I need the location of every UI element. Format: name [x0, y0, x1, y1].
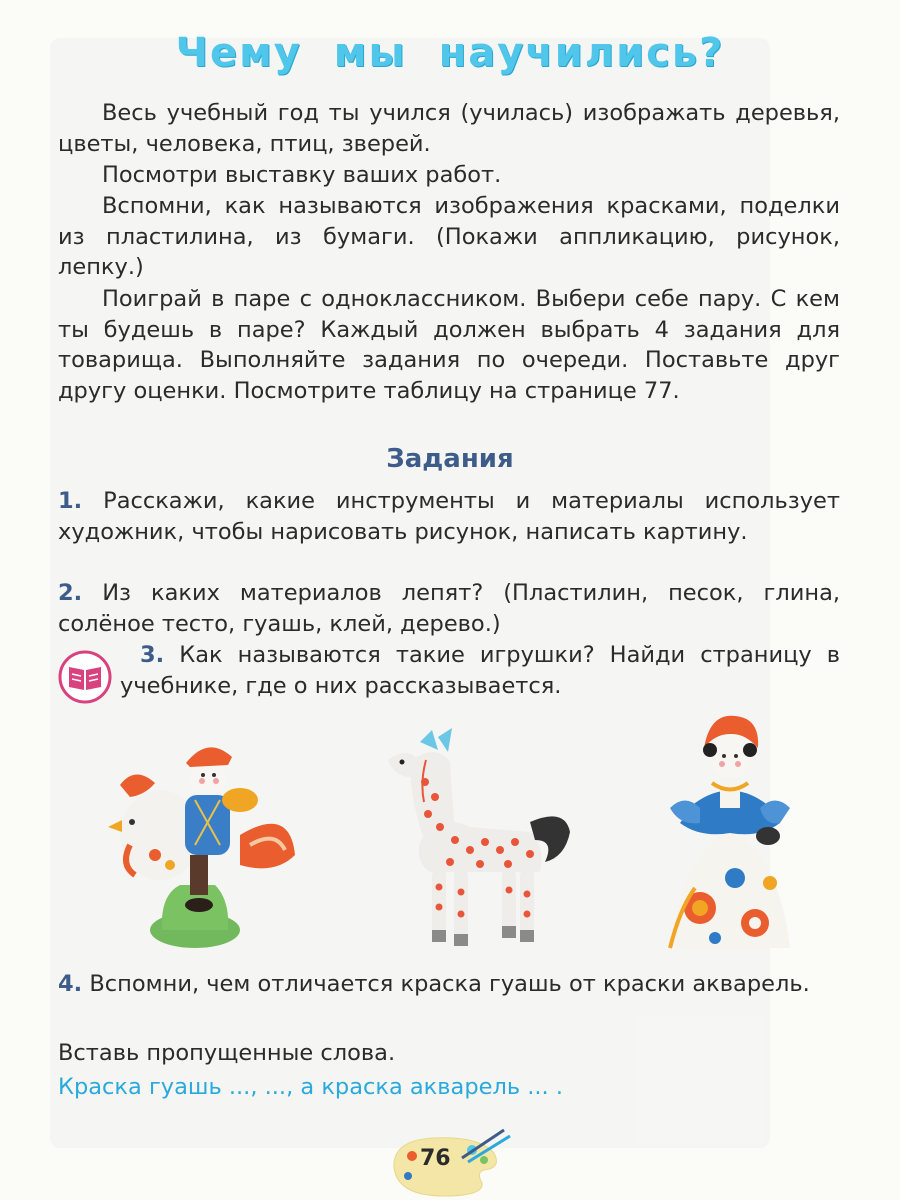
intro-paragraph-3: Вспомни, как называются изображения красками, поделки из пластилина, из бумаги. (Покажи аппликацию, рисунок, лепку.) — [58, 193, 840, 281]
intro-paragraph-1: Весь учебный год ты учился (училась) изображать деревья, цветы, человека, птиц, зверей. — [58, 100, 840, 157]
page-number: 76 — [420, 1146, 451, 1171]
task-number: 4. — [58, 971, 83, 997]
insert-prompt: Вставь пропущенные слова. — [58, 1040, 396, 1066]
task-text: Расскажи, какие инструменты и материалы использует художник, чтобы нарисовать рисунок, написать картину. — [58, 488, 840, 545]
task-number: 1. — [58, 488, 83, 514]
fill-in-sentence: Краска гуашь ..., ..., а краска акварель ... . — [58, 1074, 563, 1100]
dymkovo-horse-toy — [380, 722, 580, 952]
task-text: Вспомни, чем отличается краска гуашь от краски акварель. — [89, 971, 810, 997]
task-number: 3. — [140, 642, 165, 668]
page-title: Чему мы научились? — [175, 30, 725, 76]
dymkovo-lady-toy — [640, 708, 820, 958]
intro-paragraph-2: Посмотри выставку ваших работ. — [102, 162, 502, 188]
task-1 — [58, 486, 840, 547]
task-3 — [120, 640, 840, 701]
task-4 — [58, 969, 840, 1000]
task-text: Из каких материалов лепят? (Пластилин, песок, глина, солёное тесто, гуашь, клей, дерево.) — [58, 580, 841, 637]
tasks-heading: Задания — [386, 444, 514, 474]
dymkovo-rooster-rider-toy — [100, 725, 310, 955]
intro-paragraph-4: Поиграй в паре с одноклассником. Выбери себе пару. С кем ты будешь в паре? Каждый должен выбрать 4 задания для товарища. Выполняйте задания по очереди. Поставьте друг другу оценки. Посмотрите таблицу на странице 77. — [58, 286, 840, 404]
textbook-icon — [57, 649, 113, 705]
task-text: Как называются такие игрушки? Найди страницу в учебнике, где о них рассказывается. — [120, 642, 840, 699]
task-number: 2. — [58, 580, 83, 606]
task-2 — [58, 578, 840, 639]
page-number-badge — [384, 1128, 514, 1200]
